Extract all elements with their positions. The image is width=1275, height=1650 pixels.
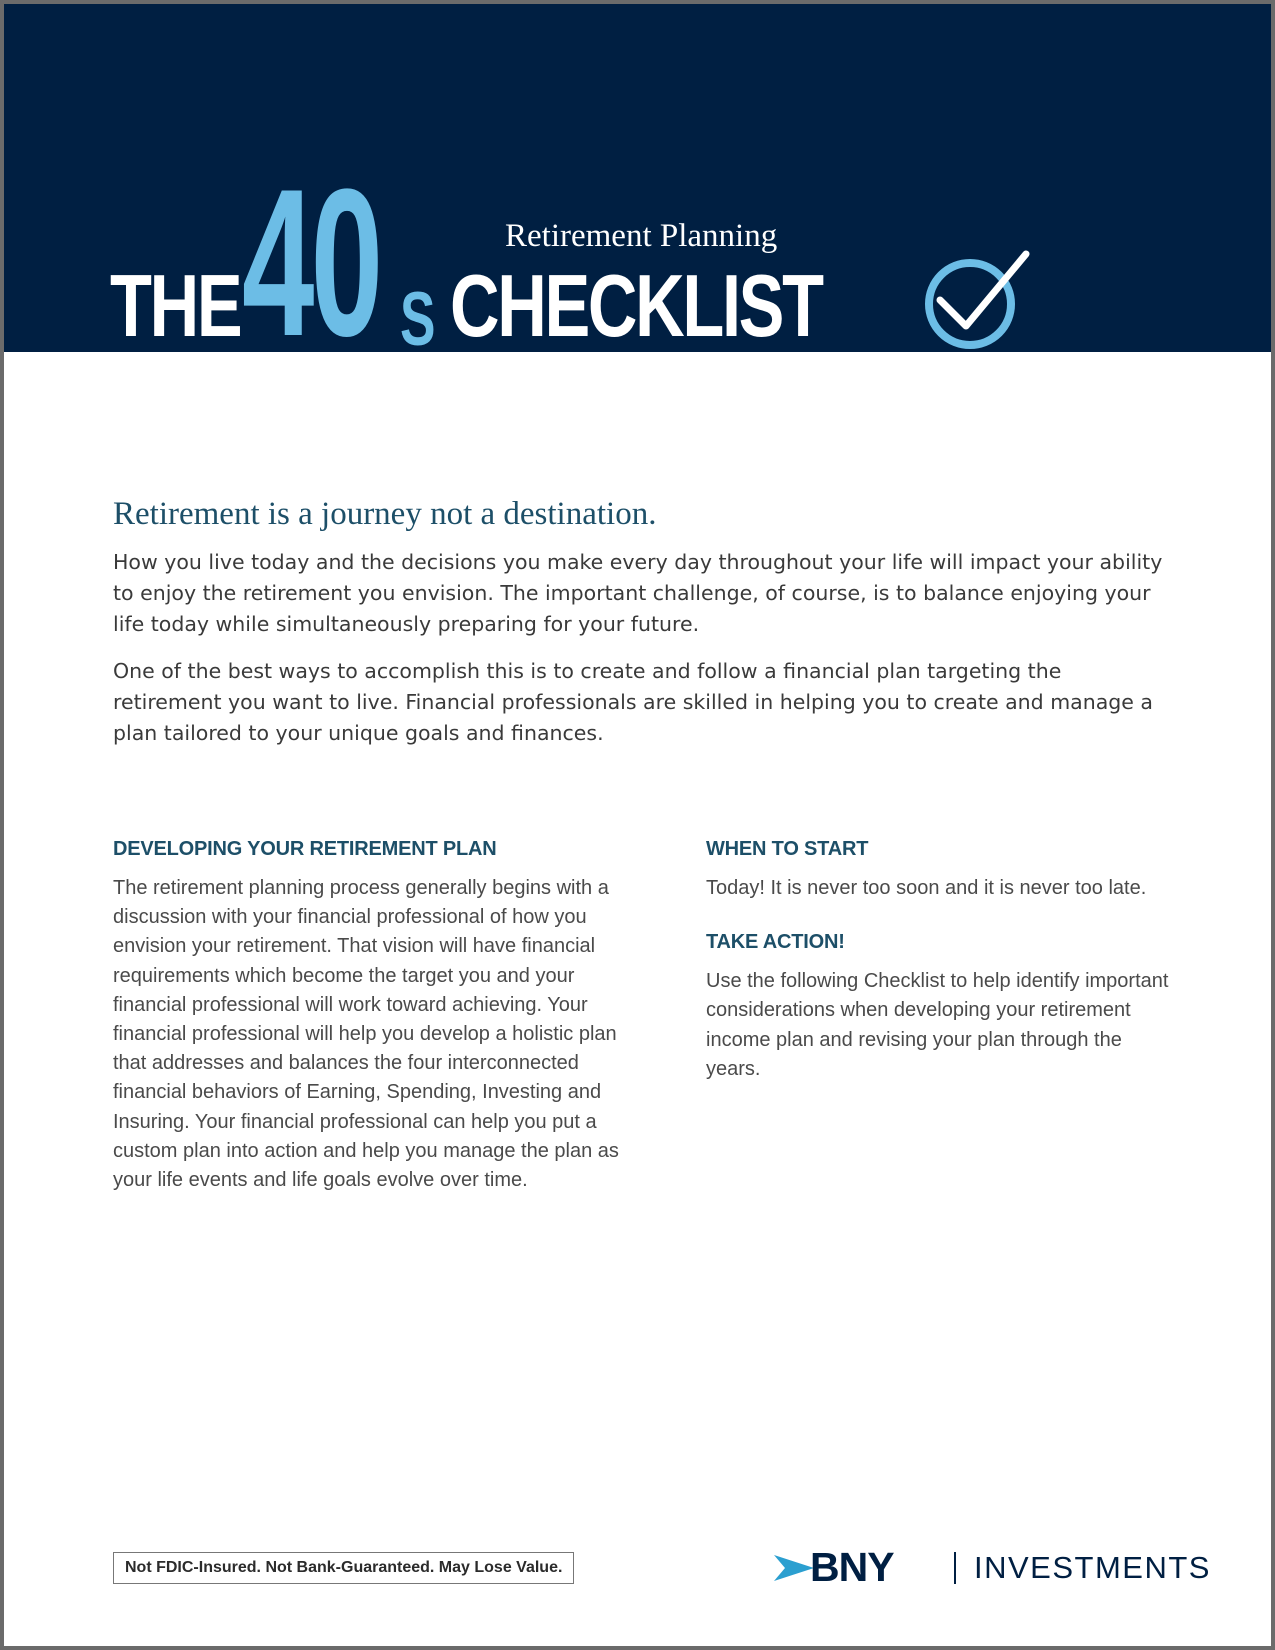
checklist-title [110, 0, 940, 352]
intro-paragraph: How you live today and the decisions you make every day throughout your life will impact your ability to enjoy the retirement you envision. The important challenge, of course, is to balance enjoying your life today while simultaneously preparing for your future. [113, 550, 1163, 636]
developing-plan-section [113, 838, 643, 1195]
intro-section [113, 496, 1173, 765]
section-heading: DEVELOPING YOUR RETIREMENT PLAN [113, 838, 497, 860]
intro-paragraph: One of the best ways to accomplish this is to create and follow a financial plan targeting the retirement you want to live. Financial professionals are skilled in helping you to create and manage a plan tailored to your unique goals and finances. [113, 659, 1153, 745]
section-body: The retirement planning process generally begins with a discussion with your financial professional of how you envision your retirement. That vision will have financial requirements which become the target you and your financial professional will work toward achieving. Your financial professional will help you develop a holistic plan that addresses and balances the four interconnected financial behaviors of Earning, Spending, Investing and Insuring. Your financial professional can help you put a custom plan into action and help you manage the plan as your life events and life goals evolve over time. [113, 877, 619, 1192]
title-word-the: THE [110, 256, 241, 352]
fdic-disclaimer: Not FDIC-Insured. Not Bank-Guaranteed. May Lose Value. [113, 1552, 574, 1584]
header-banner [0, 0, 1275, 352]
logo-brand: BNY [810, 1544, 894, 1590]
title-letter-s: S [400, 277, 436, 352]
logo-unit: INVESTMENTS [974, 1550, 1211, 1585]
section-heading: TAKE ACTION! [706, 931, 845, 954]
logo-divider [954, 1552, 956, 1584]
header-subtitle: Retirement Planning [505, 218, 778, 254]
section-body: Today! It is never too soon and it is never too late. [706, 877, 1147, 899]
section-heading: WHEN TO START [706, 838, 869, 860]
section-spacer [706, 903, 1176, 931]
section-body: Use the following Checklist to help identify important considerations when developing your retirement income plan and revising your plan through the years. [706, 970, 1169, 1080]
title-word-checklist: CHECKLIST [450, 256, 822, 352]
arrow-right-icon [774, 1555, 814, 1581]
circle-check-icon [918, 246, 1038, 352]
title-number-40: 40 [242, 145, 380, 352]
right-column [706, 838, 1176, 1084]
intro-title: Retirement is a journey not a destination. [113, 496, 657, 532]
